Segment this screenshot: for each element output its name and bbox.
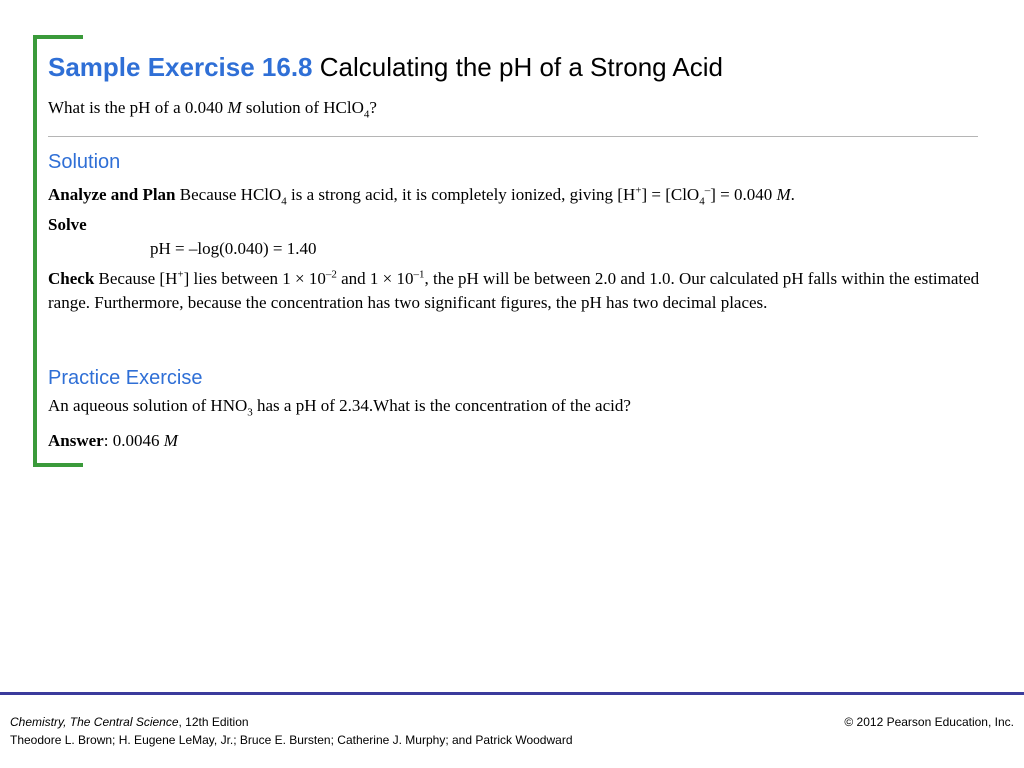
divider [48,136,978,137]
footer-book: Chemistry, The Central Science, 12th Edition [10,715,249,729]
practice-question: An aqueous solution of $HNO_3$ has a pH of 2.34.What is the concentration of the acid? [48,396,631,419]
footer-authors: Theodore L. Brown; H. Eugene LeMay, Jr.; Bruce E. Bursten; Catherine J. Murphy; and Patrick Woodward [10,733,573,747]
solve-label: Solve [48,215,87,234]
analyze-plan-text: Analyze and Plan Because HClO$_4$ is a strong acid, it is completely ionized, giving [H+] = [ClO$_4$–] = 0.040 M. [48,184,795,208]
ph-equation: pH = –log(0.040) = 1.40 [150,239,317,258]
exercise-title: Calculating the pH of a Strong Acid [319,52,724,82]
page-title [48,52,723,83]
solution-heading: Solution [48,151,121,173]
footer-copyright: © 2012 Pearson Education, Inc. [844,715,1014,729]
practice-answer: Answer: 0.0046 M [48,431,178,450]
footer-rule [0,692,1024,695]
question: What is the pH of a 0.040 M solution of HClO$_4$? [48,98,377,121]
exercise-number: Sample Exercise 16.8 [48,52,313,82]
check-text: Check Because [H+] lies between $1 \times 10^{-2}$ and $1 \times 10^{-1}$, the pH will be between 2.0 and 1.0. Our calculated pH falls within the estimated range. Furthermore, because the concentration has two significant figures, the pH has two decimal places. [48,268,980,312]
practice-heading: Practice Exercise [48,367,203,389]
